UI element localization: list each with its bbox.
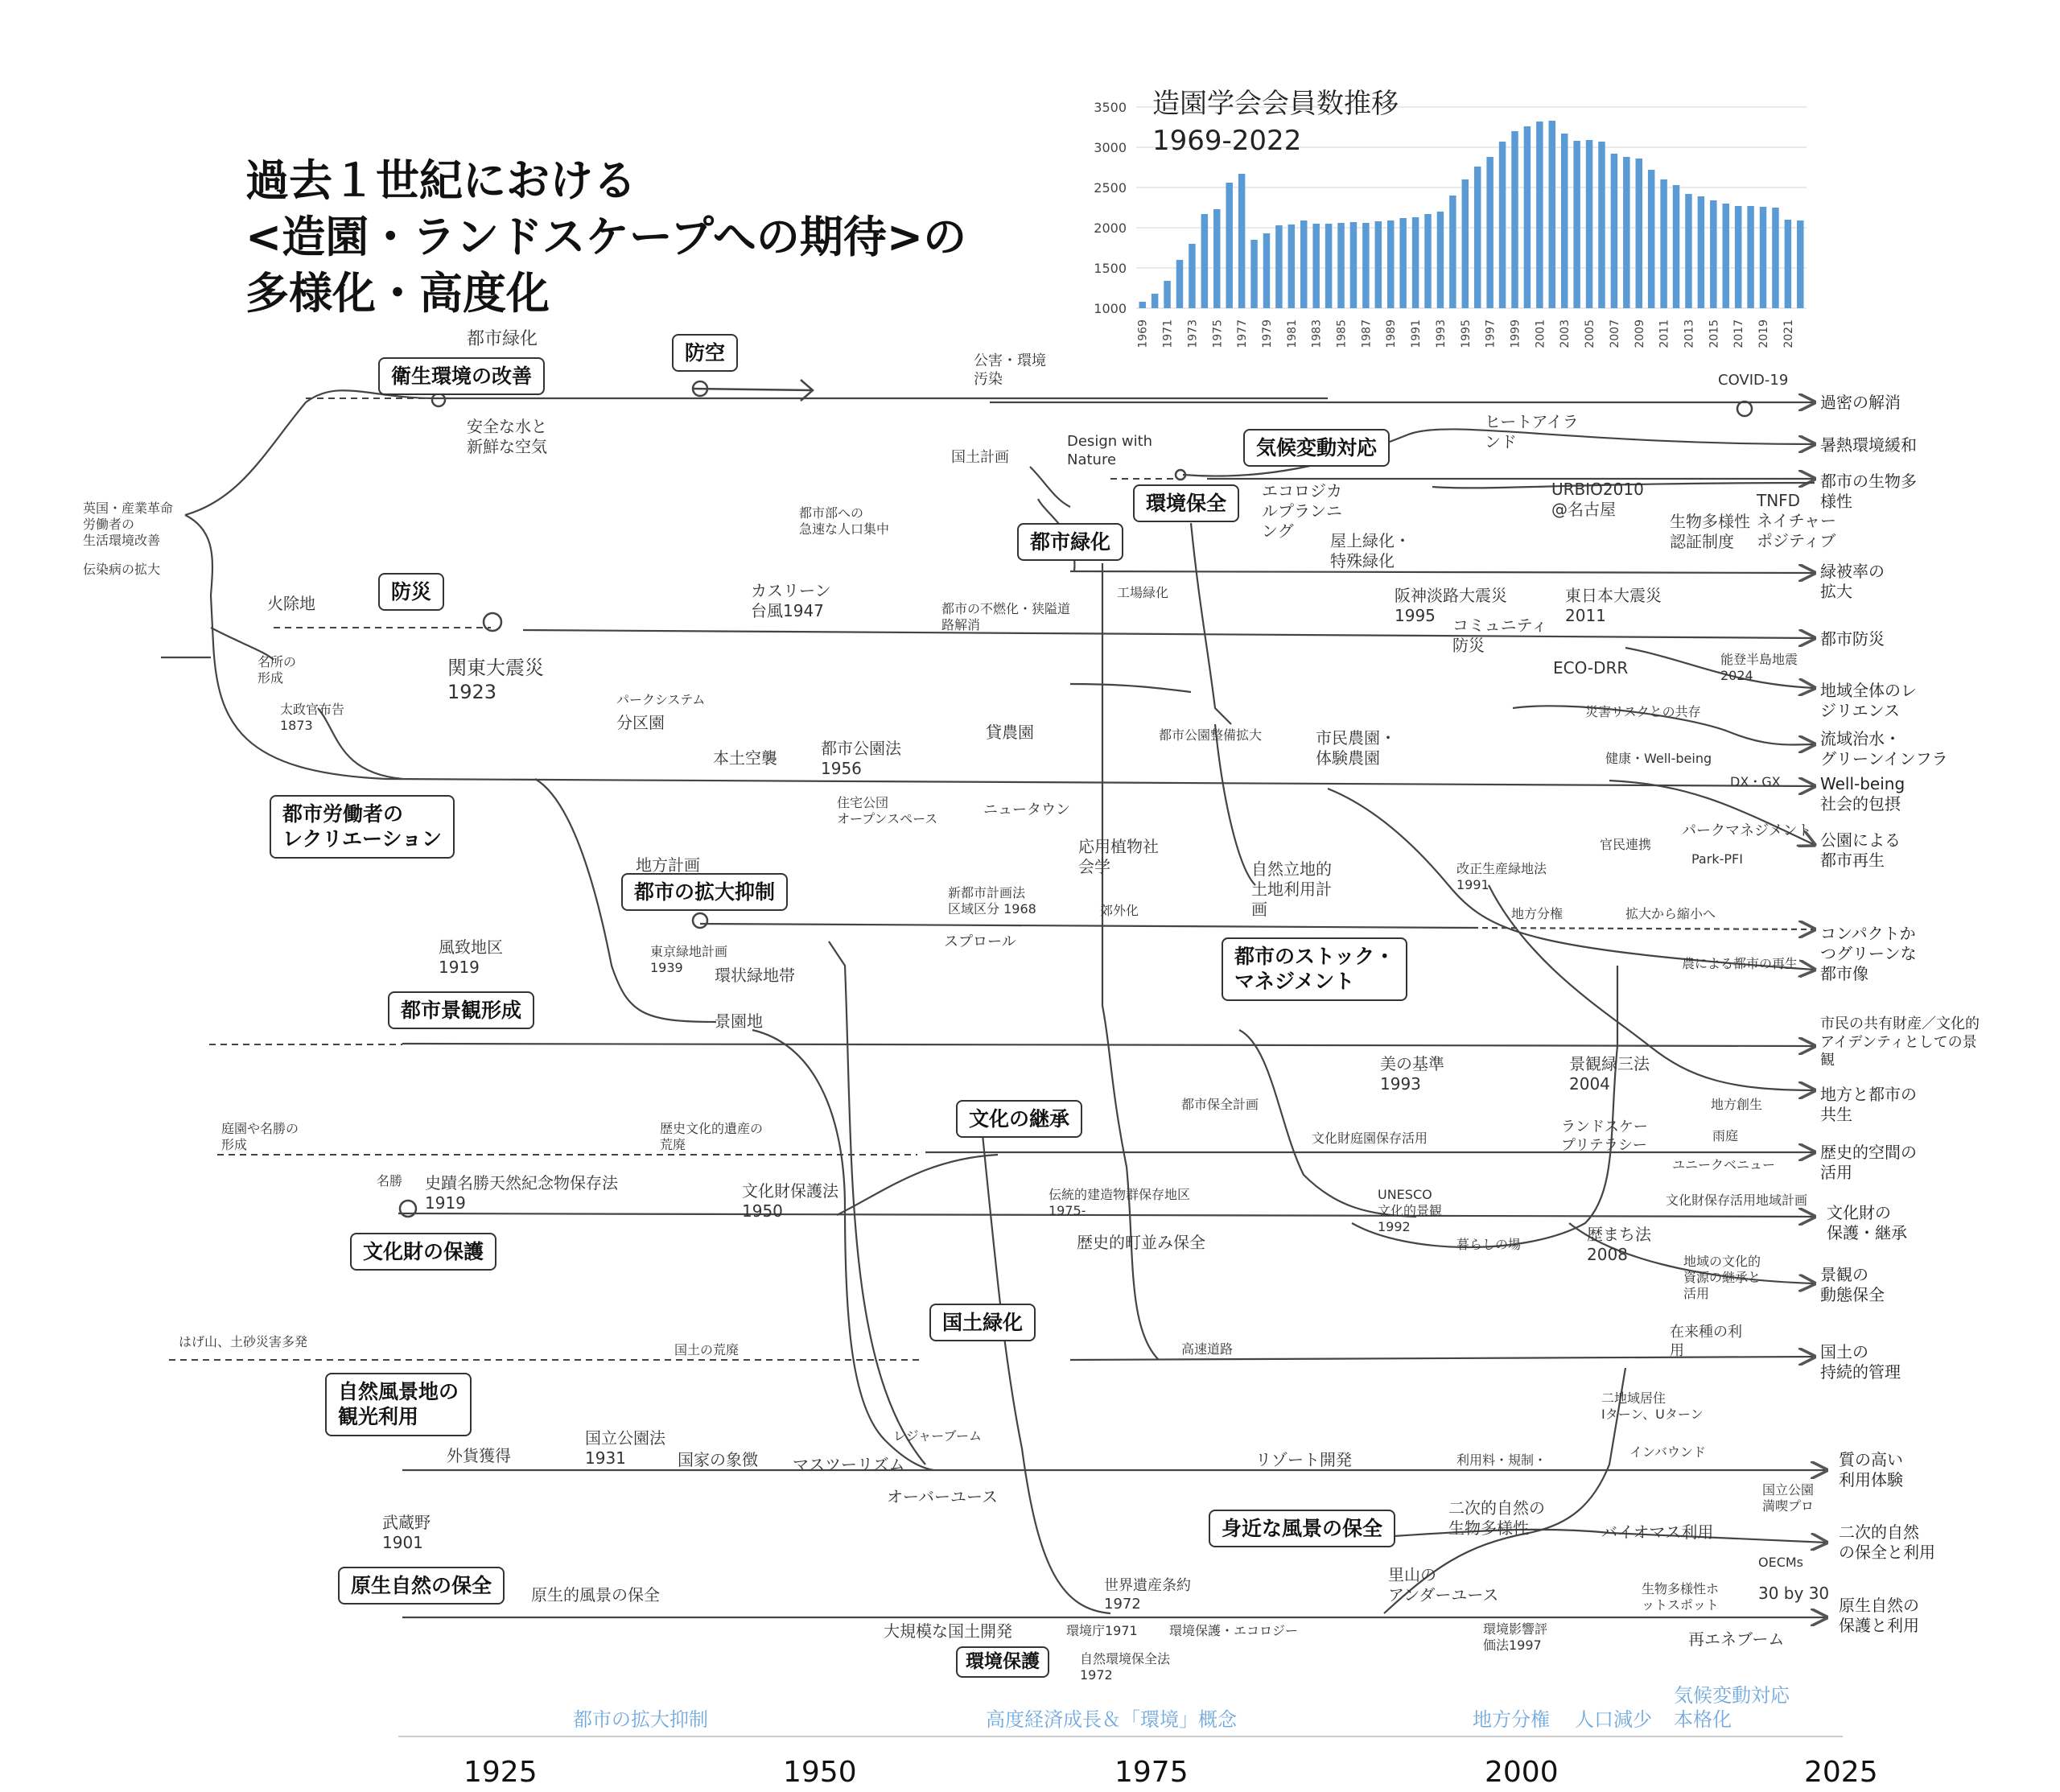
outcome-13: 歴史的空間の 活用: [1820, 1143, 1917, 1182]
label-park-system: パークシステム: [616, 692, 706, 707]
label-densenbyo: 伝染病の拡大: [83, 562, 161, 577]
label-toshi-ryokka-top: 都市緑化: [467, 329, 538, 349]
label-gaika: 外貨獲得: [447, 1446, 511, 1465]
label-oyo-shokubutsu: 応用植物社 会学: [1078, 837, 1159, 876]
chart-y-tick-label: 3000: [1094, 140, 1127, 155]
label-kokudo-kaihatsu: 大規模な国土開発: [884, 1621, 1012, 1641]
chart-x-tick-label: 2009: [1633, 319, 1646, 348]
label-bunkuen: 分区園: [616, 713, 665, 732]
theme-kokudo: 国土緑化: [929, 1304, 1036, 1341]
label-teien-hozon: 文化財庭園保存活用: [1312, 1131, 1428, 1146]
outcome-17: 質の高い 利用体験: [1839, 1450, 1903, 1489]
outcome-9: 公園による 都市再生: [1820, 830, 1901, 870]
year-2025: 2025: [1804, 1756, 1878, 1789]
label-anzen-mizu: 安全な水と 新鮮な空気: [467, 417, 547, 456]
label-chiho-keikaku: 地方計画: [636, 855, 700, 875]
line-kakudai: [700, 924, 1473, 928]
theme-eisei: 衛生環境の改善: [378, 357, 545, 395]
label-rekishi-kohai: 歴史文化的遺産の 荒廃: [660, 1121, 764, 1152]
theme-kakudai: 都市の拡大抑制: [621, 873, 788, 911]
label-bunkazai-hozon: 文化財保存活用地域計画: [1666, 1193, 1808, 1208]
outcome-14: 文化財の 保護・継承: [1827, 1203, 1907, 1242]
label-kojo-ryokka: 工場緑化: [1117, 585, 1169, 600]
year-2000: 2000: [1485, 1756, 1559, 1789]
line-ryokuhi: [1070, 571, 1815, 573]
label-saigai-risk: 災害リスクとの共存: [1585, 704, 1701, 719]
label-hotspot: 生物多様性ホ ットスポット: [1642, 1581, 1720, 1613]
label-chiiki-bunka: 地域の文化的 資源の継承と 活用: [1683, 1254, 1761, 1301]
outcome-11: 市民の共有財産／文化的 アイデンティとしての景 観: [1820, 1015, 1980, 1069]
chart-x-tick-label: 1991: [1410, 319, 1423, 348]
chart-x-tick-label: 1969: [1136, 319, 1150, 348]
chart-y-tick-label: 1000: [1094, 301, 1127, 316]
chart-x-tick-label: 1997: [1484, 319, 1498, 348]
curve-shizen: [1215, 724, 1255, 885]
label-chiho-bunken: 地方分権: [1511, 906, 1564, 921]
theme-kankyo-hogo: 環境保護: [956, 1646, 1049, 1678]
label-shiseki-ho: 史蹟名勝天然紀念物保存法 1919: [425, 1173, 618, 1213]
label-kanmin: 官民連携: [1600, 837, 1652, 852]
label-resort: リゾート開発: [1255, 1450, 1352, 1469]
era-kiko: 気候変動対応 本格化: [1674, 1684, 1790, 1731]
chart-x-tick-label: 1971: [1161, 319, 1175, 348]
label-kokudo-kohai: 国土の荒廃: [674, 1342, 740, 1357]
chart-x-tick-label: 1989: [1385, 319, 1399, 348]
theme-mijika: 身近な風景の保全: [1209, 1510, 1395, 1547]
outcome-19: 原生自然の 保護と利用: [1839, 1596, 1919, 1635]
chart-x-tick-label: 1983: [1310, 319, 1324, 348]
outcome-10: コンパクトか つグリーンな 都市像: [1820, 924, 1917, 983]
title-line-2: <造園・ランドスケープへの期待>の: [245, 212, 967, 262]
chart-x-tick-label: 2007: [1608, 319, 1621, 348]
branch-eisei: [185, 390, 435, 515]
label-rekishi-machinami: 歴史的町並み保全: [1077, 1233, 1205, 1252]
chart-subtitle: 1969-2022: [1152, 125, 1302, 157]
label-kokka-shocho: 国家の象徴: [678, 1450, 758, 1469]
label-eco-drr: ECO-DRR: [1553, 658, 1629, 678]
chart-x-tick-label: 1993: [1434, 319, 1448, 348]
label-nichiiki: 二地域居住 Iターン、Uターン: [1601, 1390, 1704, 1422]
label-noto: 能登半島地震 2024: [1720, 652, 1798, 683]
label-kashi-noen: 貸農園: [986, 723, 1034, 742]
label-landscape-literacy: ランドスケー プリテラシー: [1561, 1118, 1648, 1154]
outcome-16: 国土の 持続的管理: [1820, 1342, 1901, 1382]
label-chiho-sosei: 地方創生: [1711, 1097, 1763, 1112]
theme-recreation: 都市労働者の レクリエーション: [270, 795, 455, 859]
label-funenka: 都市の不燃化・狭隘道 路解消: [941, 601, 1071, 632]
label-community: コミュニティ 防災: [1452, 616, 1547, 655]
title-line-3: 多様化・高度化: [245, 268, 550, 319]
chart-x-tick-label: 1981: [1285, 319, 1299, 348]
label-kogaika: 郊外化: [1100, 903, 1139, 918]
chart-x-tick-label: 1973: [1186, 319, 1200, 348]
label-park-management: パークマネジメント: [1682, 822, 1812, 839]
label-seisan-ryokuchi: 改正生産緑地法 1991: [1456, 861, 1547, 892]
chart-y-tick-label: 3500: [1094, 100, 1127, 115]
chart-x-tick-label: 1995: [1459, 319, 1473, 348]
label-biomass: バイオマス利用: [1601, 1522, 1714, 1542]
label-tnfd: TNFD ネイチャー ポジティブ: [1757, 491, 1836, 550]
label-dajokan: 太政官布告 1873: [280, 702, 345, 733]
label-koen-seibi: 都市公園整備拡大: [1159, 727, 1263, 743]
outcome-8: Well-being 社会的包摂: [1820, 774, 1906, 814]
label-saiene: 再エネブーム: [1688, 1629, 1785, 1649]
label-mass-tourism: マスツーリズム: [793, 1455, 905, 1474]
chart-x-tick-label: 2011: [1658, 319, 1671, 348]
label-design-nature: Design with Nature: [1067, 433, 1153, 468]
curve-park-expand: [1070, 684, 1191, 692]
chart-y-tick-label: 2000: [1094, 220, 1127, 236]
theme-stock: 都市のストック・ マネジメント: [1222, 937, 1407, 1001]
chart-x-tick-label: 1975: [1211, 319, 1225, 348]
era-jinko-gensho: 人口減少: [1575, 1708, 1652, 1731]
chart-x-tick-label: 1987: [1360, 319, 1374, 348]
theme-kankyo-hozen: 環境保全: [1133, 484, 1239, 522]
title-line-1: 過去１世紀における: [245, 155, 637, 206]
label-keienchi: 景園地: [715, 1011, 763, 1031]
outcome-2: 暑熱環境緩和: [1820, 435, 1917, 455]
label-park-pfi: Park-PFI: [1691, 851, 1743, 867]
label-shimin-noen: 市民農園・ 体験農園: [1316, 728, 1396, 768]
label-fuchi: 風致地区 1919: [439, 937, 503, 977]
label-hanshin: 阪神淡路大震災 1995: [1395, 586, 1507, 625]
label-meisho-keisei: 名所の 形成: [258, 654, 297, 686]
label-tokyo-ryokuchi: 東京緑地計画 1939: [650, 944, 728, 975]
chart-x-tick-label: 2017: [1732, 319, 1746, 348]
chart-x-tick-label: 2003: [1559, 319, 1572, 348]
label-genseiteki: 原生的風景の保全: [531, 1585, 660, 1605]
outcome-15: 景観の 動態保全: [1820, 1265, 1885, 1304]
label-higashinihon: 東日本大震災 2011: [1565, 586, 1662, 625]
label-dx-gx: DX・GX: [1730, 774, 1781, 789]
line-rekishi-join: [837, 1155, 998, 1215]
chart-x-tick-label: 1985: [1335, 319, 1349, 348]
label-sprawl: スプロール: [944, 933, 1016, 950]
era-kodo-keizai: 高度経済成長＆「環境」概念: [986, 1708, 1237, 1731]
label-no-toshi: 農による都市の再生: [1682, 956, 1798, 971]
label-unesco: UNESCO 文化的景観 1992: [1378, 1187, 1443, 1234]
chart-x-tick-label: 2001: [1534, 319, 1547, 348]
label-shin-toshi: 新都市計画法 区域区分 1968: [948, 885, 1036, 917]
label-ecology: 環境保護・エコロジー: [1169, 1623, 1299, 1638]
spiral-bosai: [484, 613, 501, 631]
label-oecms: OECMs: [1758, 1555, 1804, 1570]
chart-x-tick-label: 2013: [1683, 319, 1696, 348]
label-heat-island: ヒートアイラ ンド: [1485, 412, 1579, 451]
label-kosoku: 高速道路: [1181, 1341, 1234, 1357]
label-riyoryo: 利用料・規制・: [1456, 1452, 1547, 1468]
label-shizen-ricchi: 自然立地的 土地利用計 画: [1251, 859, 1332, 919]
label-musashino: 武蔵野 1901: [382, 1513, 431, 1552]
label-kogai: 公害・環境 汚染: [974, 352, 1046, 388]
outcome-18: 二次的自然 の保全と利用: [1839, 1522, 1935, 1562]
outcome-5: 都市防災: [1820, 629, 1885, 649]
label-zairaishu: 在来種の利 用: [1670, 1324, 1742, 1359]
chart-y-tick-label: 2500: [1094, 180, 1127, 196]
label-toshi-hozen: 都市保全計画: [1181, 1097, 1259, 1112]
spiral-eisei: [432, 393, 445, 406]
label-kakudai-shukusho: 拡大から縮小へ: [1625, 906, 1716, 921]
chart-x-tick-label: 1977: [1236, 319, 1250, 348]
era-chiho-bunken: 地方分権: [1473, 1708, 1550, 1731]
theme-gensei: 原生自然の保全: [338, 1567, 505, 1605]
label-kurashi: 暮らしの場: [1456, 1237, 1522, 1252]
curve-masu: [752, 1030, 933, 1470]
curve-hozen: [1191, 523, 1231, 724]
year-1925: 1925: [464, 1756, 538, 1789]
label-kokuritsu-koen-ho: 国立公園法 1931: [585, 1428, 665, 1468]
label-jinko-shuchu: 都市部への 急速な人口集中: [799, 505, 890, 537]
curve-design: [1030, 467, 1070, 507]
line-niji: [1320, 1530, 1827, 1543]
spiral-covid: [1737, 402, 1752, 416]
label-satoyama: 里山の アンダーユース: [1388, 1565, 1499, 1605]
chart-x-tick-label: 1979: [1260, 319, 1274, 348]
label-30by30: 30 by 30: [1758, 1584, 1830, 1603]
label-bunkazai-ho: 文化財保護法 1950: [742, 1181, 838, 1221]
outcome-3: 都市の生物多 様性: [1820, 472, 1917, 511]
label-inbound: インバウンド: [1629, 1444, 1706, 1460]
chart-y-tick-label: 1500: [1094, 261, 1127, 276]
label-shizen-kankyo-ho: 自然環境保全法 1972: [1080, 1651, 1171, 1683]
label-hageyama: はげ山、土砂災害多発: [179, 1334, 308, 1349]
spiral-kakudai: [693, 913, 707, 928]
outcome-7: 流域治水・ グリーンインフラ: [1820, 729, 1948, 768]
label-teien-meisho: 庭園や名勝の 形成: [221, 1121, 299, 1152]
label-kathleen: カスリーン 台風1947: [751, 581, 831, 620]
line-recreation: [386, 779, 1815, 786]
chart-x-tick-label: 2021: [1782, 319, 1795, 348]
year-1950: 1950: [783, 1756, 857, 1789]
label-kenko: 健康・Well-being: [1605, 751, 1712, 766]
theme-keikan: 都市景観形成: [388, 991, 534, 1029]
theme-bunkazai: 文化財の保護: [350, 1233, 496, 1271]
label-dento-kenzo: 伝統的建造物群保存地区 1975-: [1049, 1187, 1191, 1218]
outcome-12: 地方と都市の 共生: [1820, 1085, 1917, 1124]
curve-leisure: [829, 941, 925, 1464]
label-ninsho: 生物多様性 認証制度: [1670, 512, 1750, 551]
label-leisure-boom: レジャーブーム: [893, 1428, 983, 1444]
line-kakudai-out: [1473, 928, 1815, 929]
chart-x-tick-label: 2005: [1584, 319, 1597, 348]
branch-recreation: [185, 515, 386, 779]
theme-shizen-fukei: 自然風景地の 観光利用: [325, 1373, 472, 1436]
label-kanto: 関東大震災 1923: [447, 657, 544, 703]
theme-kiko: 気候変動対応: [1243, 429, 1390, 467]
label-urbio: URBIO2010 @名古屋: [1551, 480, 1644, 519]
label-overuse: オーバーユース: [887, 1487, 998, 1506]
label-eikyo-hyoka: 環境影響評 価法1997: [1483, 1621, 1548, 1653]
label-covid: COVID-19: [1718, 372, 1789, 389]
outcome-6: 地域全体のレ ジリエンス: [1820, 681, 1917, 720]
label-okujo: 屋上緑化・ 特殊緑化: [1330, 531, 1411, 571]
chart-x-tick-label: 1999: [1509, 319, 1522, 348]
theme-bunka-keisho: 文化の継承: [956, 1100, 1082, 1138]
theme-bokuu: 防空: [672, 334, 738, 372]
label-kokudo-keikaku: 国土計画: [951, 449, 1009, 466]
chart-title: 造園学会会員数推移: [1152, 88, 1399, 120]
label-rekimachi: 歴まち法 2008: [1587, 1225, 1651, 1264]
label-niji-seibutsu: 二次的自然の 生物多様性: [1448, 1498, 1545, 1538]
label-mankitsu: 国立公園 満喫プロ: [1762, 1482, 1815, 1514]
label-sekai-isan: 世界遺産条約 1972: [1104, 1577, 1191, 1613]
label-kanjo-ryokuchi: 環状緑地帯: [715, 966, 795, 985]
theme-bosai: 防災: [378, 573, 444, 611]
year-1975: 1975: [1114, 1756, 1189, 1789]
label-amaniwa: 雨庭: [1712, 1128, 1739, 1143]
theme-toshi-ryokka: 都市緑化: [1017, 523, 1123, 561]
label-kankyocho: 環境庁1971: [1066, 1623, 1138, 1638]
line-bosai: [523, 630, 1815, 638]
label-keikan-sanpo: 景観緑三法 2004: [1569, 1054, 1650, 1094]
label-toshi-koen-ho: 都市公園法 1956: [821, 739, 901, 778]
chart-x-tick-label: 2019: [1757, 319, 1771, 348]
label-new-town: ニュータウン: [983, 801, 1070, 818]
outcome-4: 緑被率の 拡大: [1820, 562, 1885, 601]
label-unique-venue: ユニークベニュー: [1672, 1157, 1776, 1172]
label-ecological: エコロジカ ルプランニ ング: [1262, 481, 1342, 541]
label-igirisu: 英国・産業革命 労働者の 生活環境改善: [83, 501, 174, 548]
label-hondo-kushu: 本土空襲: [713, 748, 777, 768]
label-jutaku-kodan: 住宅公団 オープンスペース: [837, 795, 938, 826]
era-kakudai: 都市の拡大抑制: [573, 1708, 708, 1731]
label-meisho: 名勝: [377, 1173, 403, 1188]
chart-x-tick-label: 2015: [1708, 319, 1721, 348]
label-bi-kijun: 美の基準 1993: [1380, 1054, 1444, 1094]
label-hiyokechi: 火除地: [267, 594, 315, 613]
outcome-1: 過密の解消: [1820, 393, 1901, 412]
